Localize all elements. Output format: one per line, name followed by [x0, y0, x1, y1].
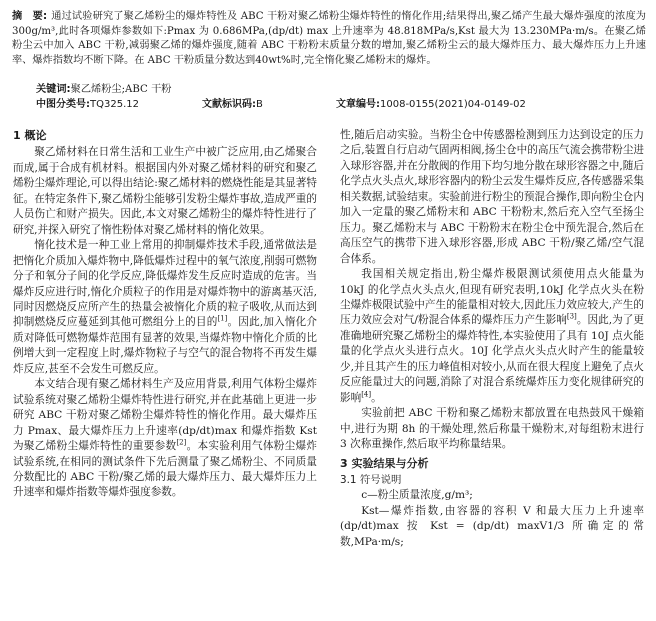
- citation: [1]: [217, 314, 228, 323]
- paragraph: 实验前把 ABC 干粉和聚乙烯粉末都放置在电热鼓风干燥箱中,进行为期 8h 的干燥处理,然后称量干燥粉末,对每组粉末进行 3 次称重操作,然后取平均称量结果。: [340, 407, 644, 451]
- document-code: 文献标识码:B: [202, 99, 263, 110]
- right-column: [340, 128, 644, 550]
- paragraph: 我国相关规定指出,粉尘爆炸极限测试须使用点火能量为 10kJ 的化学点火头点火,但现有研究表明,10kJ 化学点火头在粉尘爆炸极限试验中产生的能量相对较大,因此压力效应较大,产生的压力效应会对气/粉混合体系的爆炸压力产生影响[3]。因此,为了更准确地研究聚乙烯粉尘的爆炸特性,本实验使用了具有 10J 点火能量的化学点火头进行点火。10J 化学点火头点火时产生的能量较少,并且其产生的压力峰值相对较小,从而在很大程度上避免了点火反应能量过大的问题,消除了对混合系统爆炸压力变化规律研究的影响[4]。: [340, 268, 644, 404]
- citation: [3]: [566, 312, 577, 321]
- citation: [2]: [176, 438, 187, 447]
- paragraph: 聚乙烯材料在日常生活和工业生产中被广泛应用,由乙烯聚合而成,属于合成有机材料。根据国内外对聚乙烯材料的研究和聚乙烯粉尘爆炸理论,可以得出结论:聚乙烯材料的燃烧性能是其显著特征。在特定条件下,聚乙烯粉尘能够引发粉尘爆炸事故,造成严重的人员伤亡和财产损失。因此,本文对聚乙烯粉尘的爆炸特性进行了研究,并探入研究了惰性粉体对聚乙烯材料的惰化效果。: [13, 146, 317, 236]
- abstract-text: 通过试验研究了聚乙烯粉尘的爆炸特性及 ABC 干粉对聚乙烯粉尘爆炸特性的惰化作用;结果得出,聚乙烯产生最大爆炸强度的浓度为 300g/m³,此时各项爆炸参数如下:Pmax 为 0.686MPa,(dp/dt) max 上升速率为 48.818MPa/s,Kst 最大为 13.230MPa·m/s。在聚乙烯粉尘云中加入 ABC 干粉,减弱聚乙烯的爆炸强度,随着 ABC 干粉粉末质量分数的增加,聚乙烯粉尘云的最大爆炸压力、最大爆炸压力上升速率、爆炸指数均不断下降。在 ABC 干粉质量分数达到40wt%时,完全惰化聚乙烯粉末的爆炸。: [12, 11, 646, 66]
- abstract: [12, 10, 646, 68]
- symbol-definition: Kst—爆炸指数,由容器的容积 V 和最大压力上升速率(dp/dt)max 按 Kst = (dp/dt) maxV1/3 所确定的常数,MPa·m/s;: [340, 504, 644, 548]
- section-heading-overview: 1 概论: [13, 129, 47, 142]
- paragraph: 本文结合现有聚乙烯材料生产及应用背景,利用气体粉尘爆炸试验系统对聚乙烯粉尘爆炸特性进行研究,并在此基础上更进一步研究 ABC 干粉对聚乙烯粉尘爆炸特性的惰化作用。最大爆炸压力 Pmax、最大爆炸压力上升速率(dp/dt)max 和爆炸指数 Kst 为聚乙烯粉尘爆炸特性的重要参数[2]。本实验利用气体粉尘爆炸试验系统,在相同的测试条件下先后测量了聚乙烯粉尘、不同质量分数配比的 ABC 干粉/聚乙烯的最大爆炸压力、最大爆炸压力上升速率和爆炸指数等爆炸强度参数。: [13, 378, 318, 499]
- paragraph: 惰化技术是一种工业上常用的抑制爆炸技术手段,通常做法是把惰化介质加入爆炸物中,降低爆炸过程中的氧气浓度,削弱可燃物分子和氧分子间的化学反应,降低爆炸发生反应时造成的危害。当爆炸反应进行时,惰化介质粒子的作用是对爆炸物中的游离基灭活,同时因燃烧反应所产生的热量会被惰化介质的粒子吸收,从而达到抑制燃烧反应蔓延到其他可燃组分上的目的[1]。因此,加入惰化介质对降低可燃物爆炸范围有显著的效果,当爆炸物中惰化介质的比例增大到一定程度上时,爆炸物粒子与空气的混合物将不再发生爆炸反应,甚至不会发生可燃反应。: [13, 239, 317, 375]
- keywords-text: 聚乙烯粉尘;ABC 干粉: [70, 84, 172, 95]
- article-id: 文章编号:1008-0155(2021)04-0149-02: [336, 99, 526, 110]
- paragraph: 性,随后启动实验。当粉尘仓中传感器检测到压力达到设定的压力之后,装置自行启动气固两相阀,扬尘仓中的高压气流会携带粉尘进入球形容器,并在分散阀的作用下均匀地分散在球形容器之中,随后化学点火头点火,球形容器内的粉尘云发生爆炸反应,各传感器采集相关数据,试验结束。实验前进行粉尘的预混合操作,即向粉尘仓内加入一定量的聚乙烯粉末和 ABC 干粉粉末,然后充入空气至扬尘压力。聚乙烯粉末与 ABC 干粉粉末在粉尘仓中预先混合,然后在高压空气的携带下进入球形容器,形成 ABC 干粉/聚乙烯/空气混合体系。: [340, 129, 644, 265]
- abstract-label: 摘 要:: [12, 11, 48, 22]
- keywords: [36, 83, 646, 97]
- left-column: [13, 128, 317, 501]
- subsection-heading-symbols: 3.1 符号说明: [340, 473, 402, 486]
- section-heading-results: 3 实验结果与分析: [340, 456, 429, 470]
- symbol-definition: c—粉尘质量浓度,g/m³;: [361, 489, 473, 502]
- citation: [4]: [361, 390, 372, 399]
- clc-number: 中图分类号:TQ325.12: [36, 99, 139, 110]
- keywords-label: 关键词:: [36, 84, 71, 95]
